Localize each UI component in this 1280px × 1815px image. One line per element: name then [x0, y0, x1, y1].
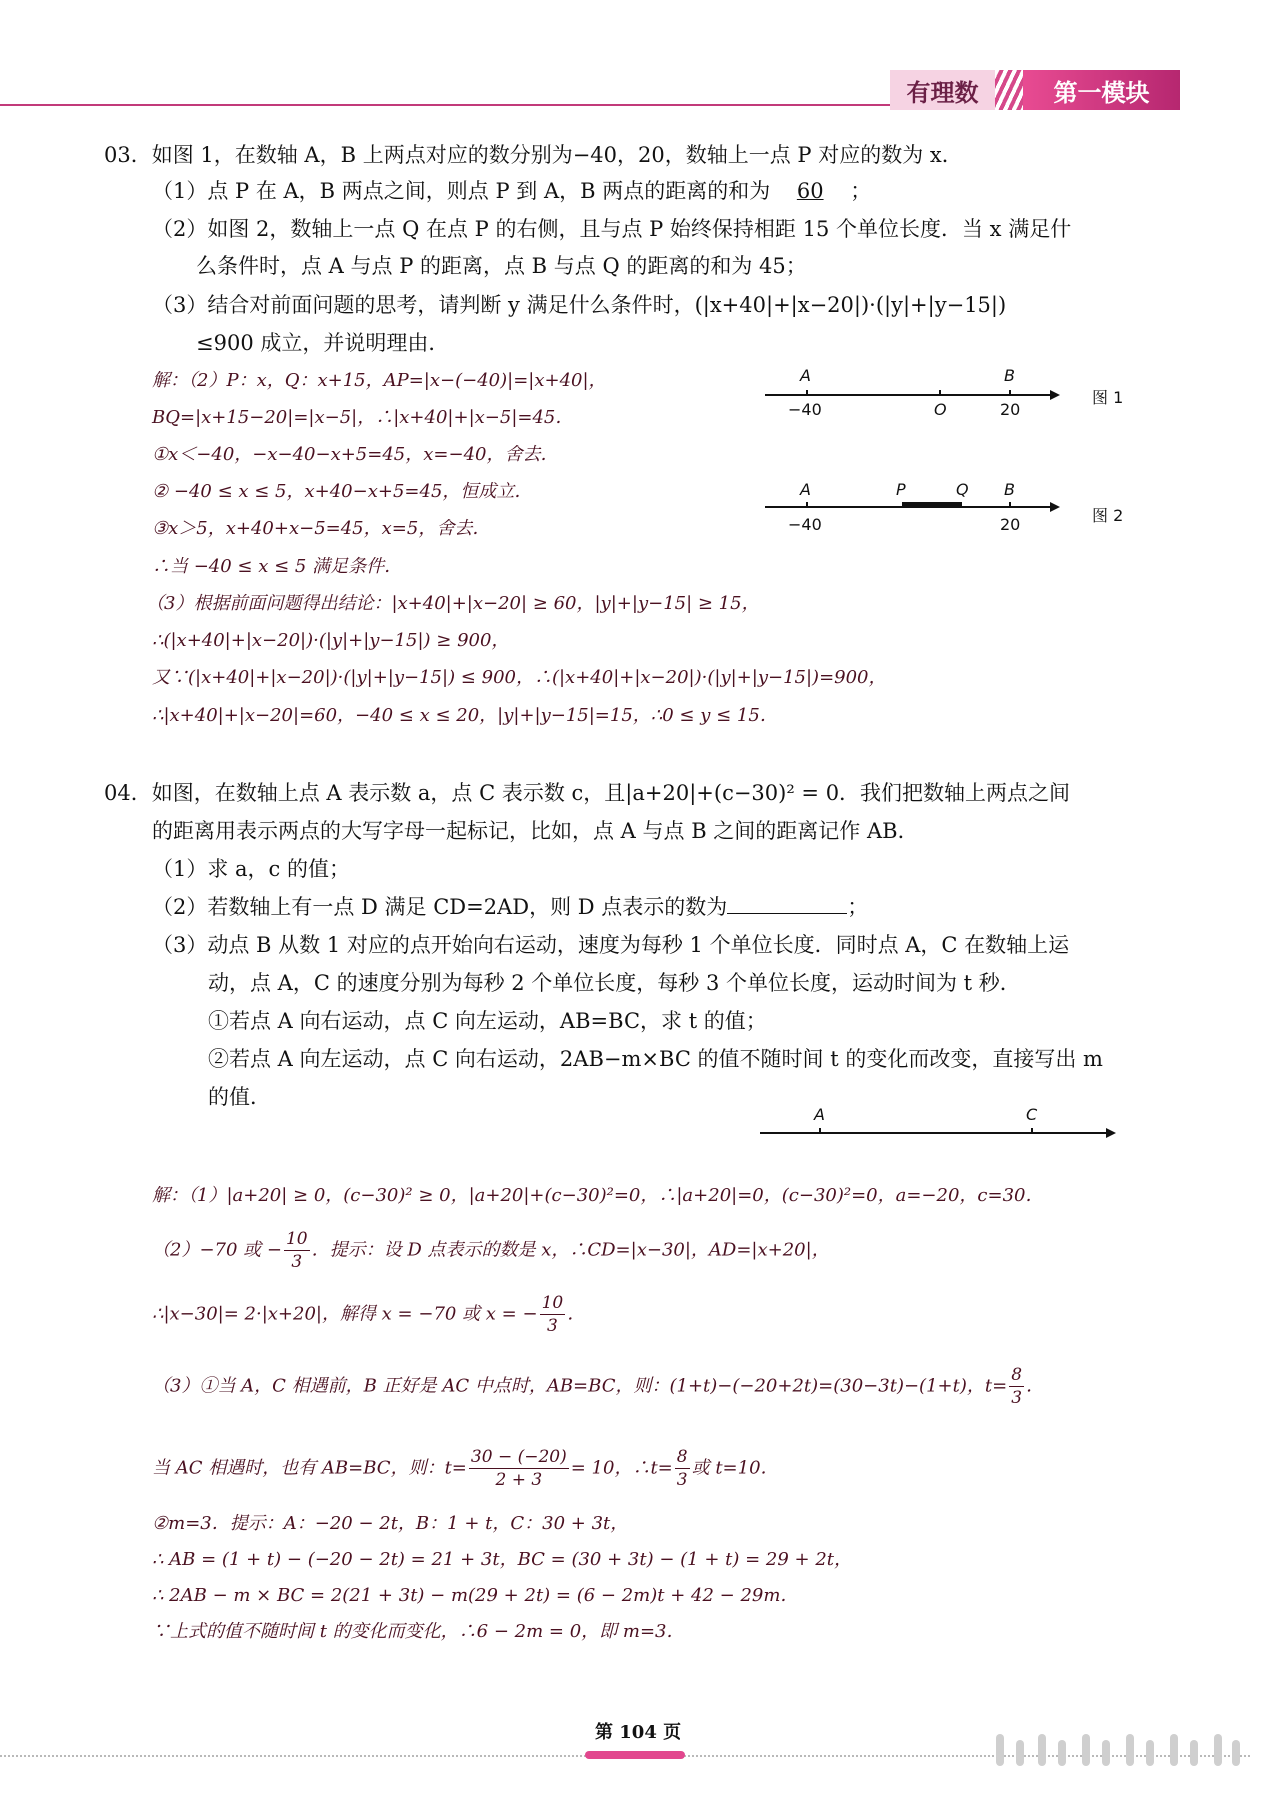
fraction	[1009, 1364, 1024, 1409]
q4-sol1: 解：（1）|a+20| ≥ 0，(c−30)² ≥ 0，|a+20|+(c−30)²=0，∴|a+20|=0，(c−30)²=0，a=−20，c=30．	[152, 1185, 1044, 1206]
q3-sol-line: ∴(|x+40|+|x−20|)·(|y|+|y−15|) ≥ 900，	[152, 630, 510, 651]
q4-sol2b-tail: ．	[567, 1303, 586, 1325]
q3-part1-end: ；	[850, 179, 872, 203]
q4-part3-i: ①若点 A 向右运动，点 C 向左运动，AB=BC，求 t 的值；	[208, 1009, 767, 1033]
fraction	[540, 1292, 566, 1337]
q3-sol-line: BQ=|x+15−20|=|x−5|，∴|x+40|+|x−5|=45．	[152, 407, 574, 428]
q4-sol2-text: （2）−70 或 −	[152, 1239, 282, 1261]
q3-title: 03．如图 1，在数轴 A，B 上两点对应的数分别为−40，20，数轴上一点 P 对应的数为 x．	[104, 143, 963, 167]
fig1-value-a: −40	[788, 400, 822, 419]
q4-part2-blank	[727, 893, 847, 914]
fraction-denominator: 3	[291, 1252, 303, 1272]
q3-sol-line: ② −40 ≤ x ≤ 5，x+40−x+5=45，恒成立．	[152, 481, 533, 502]
fig2-label-p: P	[896, 480, 906, 499]
fig1-origin: O	[934, 400, 947, 419]
q4-sol3a-tail: ．	[1026, 1375, 1045, 1397]
q3-part3-line1: （3）结合对前面问题的思考，请判断 y 满足什么条件时，(|x+40|+|x−20|)·(|y|+|y−15|)	[152, 293, 1007, 317]
q4-part2-end: ；	[847, 895, 869, 919]
header-stripes	[995, 70, 1023, 110]
fraction-numerator: 8	[1011, 1365, 1023, 1385]
q3-sol-line: ∴当 −40 ≤ x ≤ 5 满足条件．	[152, 556, 403, 577]
q4-line1: 04．如图，在数轴上点 A 表示数 a，点 C 表示数 c，且|a+20|+(c−30)² = 0．我们把数轴上两点之间	[104, 781, 1071, 805]
q4-part3-ii-line1: ②若点 A 向左运动，点 C 向右运动，2AB−m×BC 的值不随时间 t 的变化而改变，直接写出 m	[208, 1047, 1103, 1071]
fraction-numerator: 8	[676, 1447, 688, 1467]
fig2-label-q: Q	[956, 480, 969, 499]
q3-sol-line: （3）根据前面问题得出结论：|x+40|+|x−20| ≥ 60，|y|+|y−15| ≥ 15，	[146, 593, 760, 614]
footer-barcode-decoration	[990, 1730, 1250, 1770]
q3-part2-line1: （2）如图 2，数轴上一点 Q 在点 P 的右侧，且与点 P 始终保持相距 15 个单位长度．当 x 满足什	[152, 217, 1072, 241]
q4-sol3c-line: ∴ 2AB − m × BC = 2(21 + 3t) − m(29 + 2t) = (6 − 2m)t + 42 − 29m．	[152, 1585, 799, 1606]
q3-sol-line: ①x＜−40，−x−40−x+5=45，x=−40，舍去．	[152, 444, 559, 465]
q3-sol-line: ③x＞5，x+40+x−5=45，x=5，舍去．	[152, 518, 491, 539]
fig2-caption: 图 2	[1092, 506, 1124, 525]
q4-fig-label-a: A	[814, 1105, 825, 1124]
q3-part1-answer: 60	[796, 179, 824, 203]
fig1-label-a: A	[800, 366, 811, 385]
fraction-denominator: 2 + 3	[495, 1470, 543, 1490]
q4-sol3b-text: 当 AC 相遇时，也有 AB=BC，则：t=	[152, 1457, 467, 1479]
fraction-denominator: 3	[676, 1470, 688, 1490]
fraction	[469, 1446, 569, 1491]
q4-sol2	[152, 1228, 830, 1273]
q4-sol3b-mid: = 10，∴t=	[570, 1457, 673, 1479]
q3-part1-text: （1）点 P 在 A，B 两点之间，则点 P 到 A，B 两点的距离的和为	[152, 179, 771, 203]
q4-sol3b-tail: 或 t=10．	[691, 1457, 779, 1479]
fig1-caption: 图 1	[1092, 388, 1124, 407]
q4-line2: 的距离用表示两点的大写字母一起标记，比如，点 A 与点 B 之间的距离记作 AB．	[152, 819, 919, 843]
fraction-numerator: 10	[285, 1229, 308, 1249]
fig1-label-b: B	[1004, 366, 1015, 385]
q3-part3-line2: ≤900 成立，并说明理由．	[196, 331, 450, 355]
q3-part1	[152, 176, 871, 206]
q3-sol-line: ∴|x+40|+|x−20|=60，−40 ≤ x ≤ 20，|y|+|y−15|=15，∴0 ≤ y ≤ 15．	[152, 705, 778, 726]
fraction	[675, 1446, 690, 1491]
q4-sol3c-line: ②m=3．提示：A：−20 − 2t，B：1 + t，C：30 + 3t，	[152, 1513, 629, 1534]
q3-sol-line: 解：（2）P：x，Q：x+15，AP=|x−(−40)|=|x+40|，	[152, 370, 607, 391]
q4-part2	[152, 892, 868, 922]
q4-part2-text: （2）若数轴上有一点 D 满足 CD=2AD，则 D 点表示的数为	[152, 895, 728, 919]
q4-part3-ii-line2: 的值．	[208, 1085, 271, 1109]
number-line-figure-q4	[758, 1115, 1118, 1151]
q4-sol3c-line: ∵上式的值不随时间 t 的变化而变化，∴6 − 2m = 0，即 m=3．	[152, 1621, 685, 1642]
q4-sol3a-text: （3）①当 A，C 相遇前，B 正好是 AC 中点时，AB=BC，则：(1+t)−(−20+2t)=(30−3t)−(1+t)，t=	[152, 1375, 1008, 1397]
fig2-value-a: −40	[788, 515, 822, 534]
q4-fig-label-c: C	[1026, 1105, 1038, 1124]
q4-part3-line1: （3）动点 B 从数 1 对应的点开始向右运动，速度为每秒 1 个单位长度．同时点 A，C 在数轴上运	[152, 933, 1070, 957]
fig1-value-b: 20	[1000, 400, 1021, 419]
fraction-denominator: 3	[1011, 1388, 1023, 1408]
fraction-denominator: 3	[546, 1316, 558, 1336]
fig2-value-b: 20	[1000, 515, 1021, 534]
q3-part2-line2: 么条件时，点 A 与点 P 的距离，点 B 与点 Q 的距离的和为 45；	[196, 254, 807, 278]
q4-sol3b	[152, 1446, 779, 1491]
q4-sol2-tail: ．提示：设 D 点表示的数是 x，∴CD=|x−30|，AD=|x+20|，	[311, 1239, 830, 1261]
module-title: 第一模块	[1023, 70, 1180, 110]
fraction-numerator: 10	[541, 1293, 564, 1313]
footer-accent-bar	[585, 1751, 685, 1759]
q4-sol2b-text: ∴|x−30|= 2·|x+20|，解得 x = −70 或 x = −	[152, 1303, 538, 1325]
q3-sol-line: 又∵(|x+40|+|x−20|)·(|y|+|y−15|) ≤ 900，∴(|x+40|+|x−20|)·(|y|+|y−15|)=900，	[152, 667, 887, 688]
page-number: 第 104 页	[595, 1722, 682, 1743]
fig2-label-a: A	[800, 480, 811, 499]
fraction	[284, 1228, 310, 1273]
q4-sol3c-line: ∴ AB = (1 + t) − (−20 − 2t) = 21 + 3t，BC = (30 + 3t) − (1 + t) = 29 + 2t，	[152, 1549, 853, 1570]
fraction-numerator: 30 − (−20)	[470, 1447, 567, 1467]
fig2-label-b: B	[1004, 480, 1015, 499]
q4-part3-line2: 动，点 A，C 的速度分别为每秒 2 个单位长度，每秒 3 个单位长度，运动时间为 t 秒．	[208, 971, 1021, 995]
q4-sol3a	[152, 1364, 1044, 1409]
section-title: 有理数	[890, 70, 995, 110]
q4-sol2b	[152, 1292, 585, 1337]
q4-part1: （1）求 a，c 的值；	[152, 857, 350, 881]
